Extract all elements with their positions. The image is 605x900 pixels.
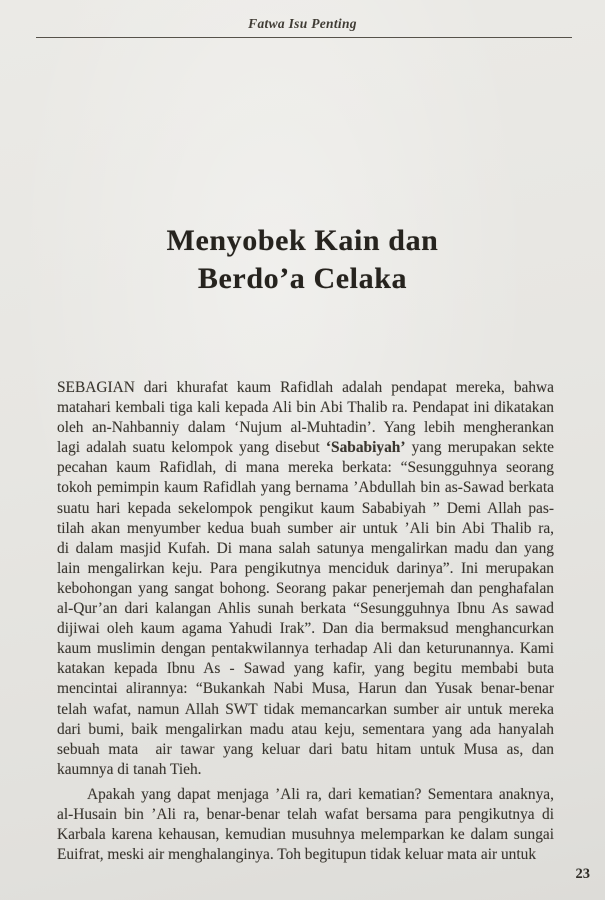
body-line: Euifrat, meski air menghalanginya. Toh begitupun tidak keluar mata air untuk [57, 846, 537, 864]
paragraph [57, 785, 554, 865]
body-line: al-Husain bin ’Ali ra, benar-benar telah wafat bersama para pengikutnya di [57, 805, 554, 823]
body-line: kebohongan yang sangat bohong. Seorang pakar penerjemah dan penghafalan [57, 579, 554, 597]
body-line: kaumnya di tanah Tieh. [57, 760, 202, 778]
chapter-title [0, 222, 605, 298]
body-line: di dalam masjid Kufah. Di mana salah satunya mengalirkan madu dan yang [57, 539, 554, 557]
body-line: oleh an-Nahbanniy dalam ‘Nujum al-Muhtadin’. Yang lebih mengherankan [57, 419, 554, 437]
body-line: Apakah yang dapat menjaga ’Ali ra, dari kematian? Sementara anaknya, [87, 785, 554, 803]
page-number: 23 [575, 866, 590, 882]
running-head: Fatwa Isu Penting [248, 16, 357, 31]
body-line: tilah akan menyumber kedua buah sumber air untuk ’Ali bin Abi Thalib ra, [57, 519, 554, 537]
body-text [57, 378, 554, 865]
chapter-title-line1: Menyobek Kain dan [166, 224, 439, 257]
body-line: tokoh pemimpin kaum Rafidlah yang bernama ’Abdullah bin as-Sawad berkata [57, 479, 554, 497]
body-line: al-Qur’an dari kalangan Ahlis sunah berkata “Sesungguhnya Ibnu As sawad [57, 600, 554, 618]
body-line: dijiwai oleh kaum agama Yahudi Irak”. Dan dia bermaksud menghancurkan [57, 620, 554, 638]
body-line: kaum muslimin dengan pentakwilannya terhadap Ali dan keturunannya. Kami [57, 640, 554, 658]
body-line: katakan kepada Ibnu As - Sawad yang kafir, yang begitu membabi buta [57, 660, 554, 678]
body-line: telah wafat, namun Allah SWT tidak memancarkan sumber air untuk mereka [57, 700, 554, 718]
body-line: sebuah mata air tawar yang keluar dari batu hitam untuk Musa as, dan [57, 740, 554, 758]
body-line: SEBAGIAN dari khurafat kaum Rafidlah adalah pendapat mereka, bahwa [57, 379, 554, 396]
body-line: suatu hari kepada sekelompok pengikut kaum Sababiyah ” Demi Allah pas- [57, 499, 554, 517]
chapter-title-line2: Berdo’a Celaka [197, 262, 408, 295]
body-line: dari bumi, baik mengalirkan madu atau keju, sementara yang ada hanyalah [57, 720, 554, 738]
body-line: mencintai alirannya: “Bukankah Nabi Musa, Harun dan Yusak benar-benar [57, 680, 554, 698]
body-line: Karbala karena kehausan, kemudian musuhnya melemparkan ke dalam sungai [57, 826, 554, 844]
header-rule [36, 37, 572, 38]
body-line: pecahan kaum Rafidlah, di mana mereka berkata: “Sesungguhnya seorang [57, 459, 554, 477]
body-line: lagi adalah suatu kelompok yang disebut ‘Sababiyah’ yang merupakan sekte [57, 439, 554, 457]
paragraph [57, 378, 554, 780]
body-line: matahari kembali tiga kali kepada Ali bin Abi Thalib ra. Pendapat ini dikatakan [57, 399, 554, 417]
body-line: lain mengalirkan keju. Para pengikutnya menciduk darinya”. Ini merupakan [57, 559, 554, 577]
